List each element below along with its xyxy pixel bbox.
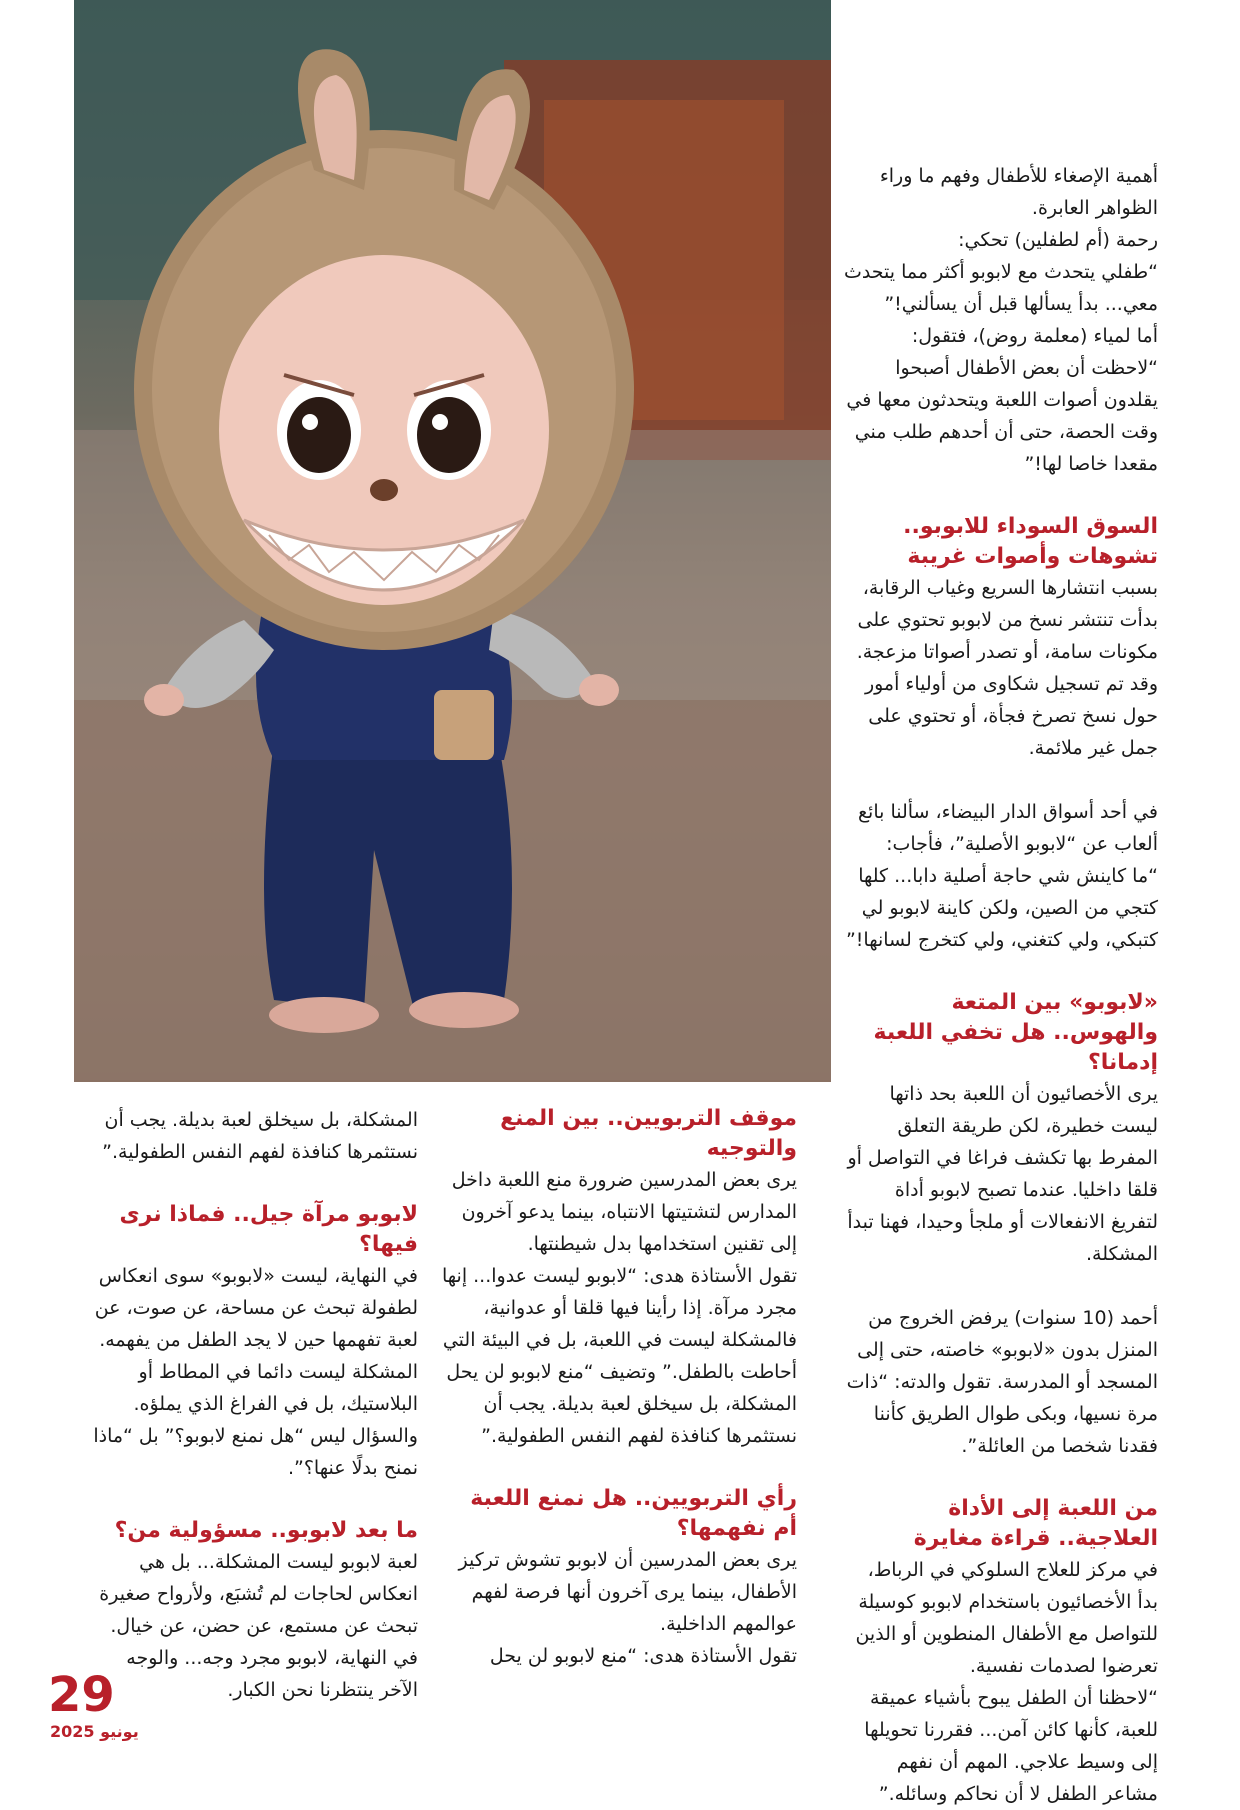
paragraph: المشكلة، بل سيخلق لعبة بديلة. يجب أن نستثمرها كنافذة لفهم النفس الطفولية.” — [102, 1109, 418, 1163]
column-middle — [440, 1104, 797, 1672]
labubu-photo — [74, 0, 831, 1082]
paragraph: أهمية الإصغاء للأطفال وفهم ما وراء الظواهر العابرة. — [879, 165, 1158, 219]
quote: “لاحظنا أن الطفل يبوح بأشياء عميقة للعبة، كأنها كائن آمن... فقررنا تحويلها إلى وسيط علاجي. المهم أن نفهم مشاعر الطفل لا أن نحاكم وسائله.” — [864, 1687, 1158, 1805]
paragraph: أحمد (10 سنوات) يرفض الخروج من المنزل بدون «لابوبو» خاصته، حتى إلى المسجد أو المدرسة. تقول والدته: “ذات مرة نسيها، وبكى طوال الطريق كأننا فقدنا شخصا من العائلة”. — [846, 1307, 1158, 1457]
section-heading: لابوبو مرآة جيل.. فماذا نرى فيها؟ — [119, 1202, 418, 1257]
quote: “لاحظت أن بعض الأطفال أصبحوا يقلدون أصوات اللعبة ويتحدثون معها في وقت الحصة، حتى أن أحدهم طلب مني مقعدا خاصا لها!” — [846, 357, 1158, 475]
section-heading: «لابوبو» بين المتعة والهوس.. هل تخفي اللعبة إدمانا؟ — [873, 990, 1158, 1075]
paragraph: يرى الأخصائيون أن اللعبة بحد ذاتها ليست خطيرة، لكن طريقة التعلق المفرط بها تكشف فراغا في التواصل أو قلقا داخليا. عندما تصبح لابوبو أداة لتفريغ الانفعالات أو ملجأ وحيدا، فهنا تبدأ المشكلة. — [847, 1083, 1158, 1265]
paragraph: يرى بعض المدرسين أن لابوبو تشوش تركيز الأطفال، بينما يرى آخرون أنها فرصة لفهم عوالمهم الداخلية. — [458, 1549, 797, 1635]
section-heading: ما بعد لابوبو.. مسؤولية من؟ — [114, 1518, 418, 1543]
paragraph: تقول الأستاذة هدى: “لابوبو ليست عدوا... إنها مجرد مرآة. إذا رأينا فيها قلقا أو عدوانية، فالمشكلة ليست في اللعبة، بل في البيئة التي أحاطت بالطفل.” وتضيف “منع لابوبو لن يحل المشكلة، بل سيخلق لعبة بديلة. يجب أن نستثمرها كنافذة لفهم النفس الطفولية.” — [441, 1265, 797, 1447]
section-heading: السوق السوداء للابوبو.. تشوهات وأصوات غريبة — [903, 514, 1158, 569]
paragraph: بسبب انتشارها السريع وغياب الرقابة، بدأت تنتشر نسخ من لابوبو تحتوي على مكونات سامة، أو تصدر أصواتا مزعجة. وقد تم تسجيل شكاوى من أولياء أمور حول نسخ تصرخ فجأة، أو تحتوي على جمل غير ملائمة. — [856, 577, 1158, 759]
paragraph: في النهاية، ليست «لابوبو» سوى انعكاس لطفولة تبحث عن مساحة، عن صوت، عن لعبة تفهمها حين لا يجد الطفل من يفهمه. المشكلة ليست دائما في المطاط أو البلاستيك، بل في الفراغ الذي يملؤه. والسؤال ليس “هل نمنع لابوبو؟” بل “ماذا نمنح بدلًا عنها؟”. — [93, 1265, 418, 1479]
quote: “طفلي يتحدث مع لابوبو أكثر مما يتحدث معي... بدأ يسألها قبل أن يسألني!” — [843, 261, 1158, 315]
paragraph: تقول الأستاذة هدى: “منع لابوبو لن يحل — [489, 1645, 797, 1667]
paragraph: في مركز للعلاج السلوكي في الرباط، بدأ الأخصائيون باستخدام لابوبو كوسيلة للتواصل مع الأطفال المنطوين أو الذين تعرضوا لصدمات نفسية. — [855, 1559, 1158, 1677]
paragraph: لعبة لابوبو ليست المشكلة... بل هي انعكاس لحاجات لم تُشبَع، ولأرواح صغيرة تبحث عن مستمع، عن حضن، عن خيال. في النهاية، لابوبو مجرد وجه... والوجه الآخر ينتظرنا نحن الكبار. — [99, 1551, 418, 1701]
paragraph: يرى بعض المدرسين ضرورة منع اللعبة داخل المدارس لتشتيتها الانتباه، بينما يدعو آخرون إلى تقنين استخدامها بدل شيطنتها. — [451, 1169, 797, 1255]
column-left — [88, 1104, 418, 1706]
section-heading: موقف التربويين.. بين المنع والتوجيه — [500, 1106, 797, 1161]
paragraph: أما لمياء (معلمة روض)، فتقول: — [911, 325, 1158, 347]
page-number: 29 — [48, 1667, 115, 1723]
paragraph: في أحد أسواق الدار البيضاء، سألنا بائع ألعاب عن “لابوبو الأصلية”، فأجاب: — [857, 801, 1158, 855]
issue-date: يونيو 2025 — [50, 1722, 139, 1741]
column-right — [842, 160, 1158, 1810]
section-heading: رأي التربويين.. هل نمنع اللعبة أم نفهمها؟ — [470, 1486, 797, 1541]
labubu-doll-illustration — [74, 0, 831, 1082]
paragraph: رحمة (أم لطفلين) تحكي: — [958, 229, 1158, 251]
quote: “ما كاينش شي حاجة أصلية دابا... كلها كتجي من الصين، ولكن كاينة لابوبو لي كتبكي، ولي كتغني، ولي كتخرج لسانها!” — [845, 865, 1158, 951]
section-heading: من اللعبة إلى الأداة العلاجية.. قراءة مغايرة — [913, 1496, 1158, 1551]
